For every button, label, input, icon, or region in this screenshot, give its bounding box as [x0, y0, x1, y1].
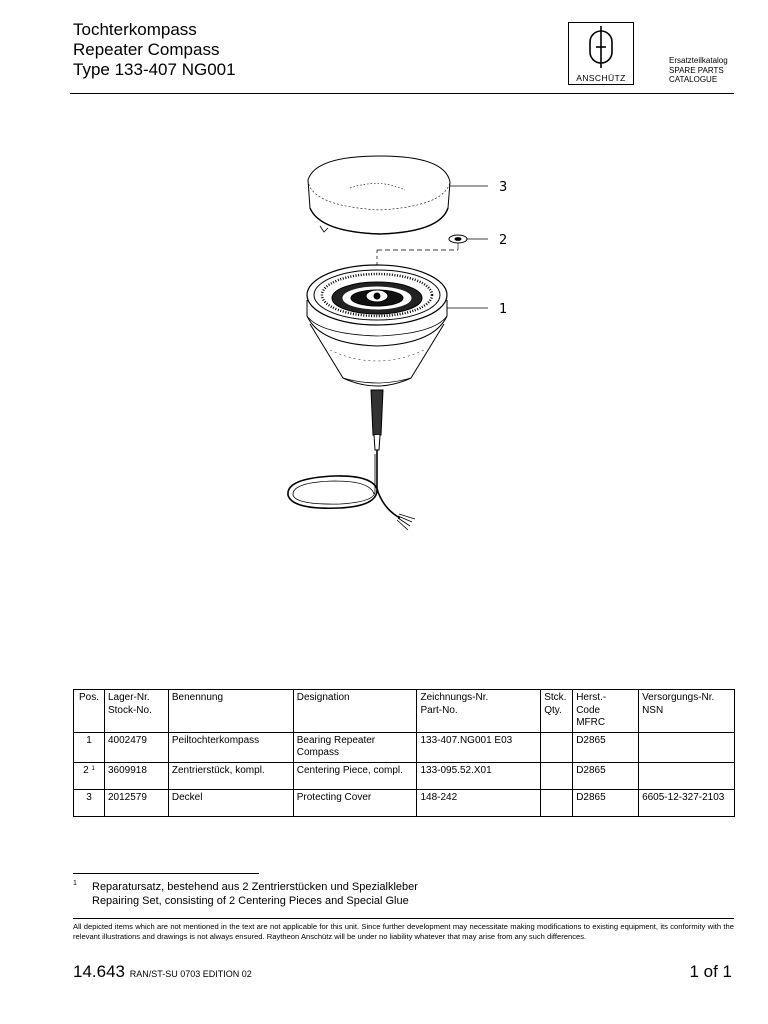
- cell-designation: Centering Piece, compl.: [293, 762, 417, 789]
- anschutz-logo: [568, 22, 634, 85]
- footnote-german: Reparatursatz, bestehend aus 2 Zentrierstücken und Spezialkleber: [92, 881, 418, 893]
- catalogue-label-english-1: SPARE PARTS: [669, 65, 724, 75]
- cell-part-no: 133-095.52.X01: [417, 762, 541, 789]
- header-nsn: Versorgungs-Nr. NSN: [639, 690, 735, 733]
- cell-stock-no: 2012579: [104, 789, 168, 816]
- anschutz-emblem-icon: [569, 23, 633, 73]
- repeater-compass-drawing: [240, 150, 540, 540]
- cell-pos: 3: [74, 789, 105, 816]
- header-designation: Designation: [293, 690, 417, 733]
- cell-nsn: 6605-12-327-2103: [639, 789, 735, 816]
- footnote-reference: 1: [91, 765, 95, 772]
- title-german: Tochterkompass: [73, 20, 197, 39]
- cell-stock-no: 4002479: [104, 732, 168, 762]
- cell-stock-no: 3609918: [104, 762, 168, 789]
- cell-qty: [541, 732, 573, 762]
- footnote-text: [92, 881, 692, 908]
- cell-benennung: Zentrierstück, kompl.: [168, 762, 293, 789]
- cell-mfrc: D2865: [573, 762, 639, 789]
- catalogue-label-german: Ersatzteilkatalog: [669, 56, 728, 65]
- parts-table: [73, 689, 735, 817]
- header-benennung: Benennung: [168, 690, 293, 733]
- callout-1: 1: [499, 302, 508, 317]
- document-number-value: 14.643: [73, 962, 125, 981]
- cell-mfrc: D2865: [573, 732, 639, 762]
- title-type: Type 133-407 NG001: [73, 60, 236, 79]
- footnote-mark: 1: [73, 880, 77, 887]
- cell-part-no: 148-242: [417, 789, 541, 816]
- footnote-divider: [73, 873, 259, 874]
- table-row: [74, 762, 735, 789]
- callout-3: 3: [499, 180, 508, 195]
- disclaimer-text: All depicted items which are not mentioned in the text are not applicable for this unit. Since further development may necessitate making modifications to existing equipment, its conformity with the relevant illustrations and drawings is not always ensured. Raytheon Anschütz will be under no liability whatever that may arise from any such differences.: [73, 922, 734, 941]
- page-number: 1 of 1: [689, 962, 732, 981]
- header-qty: Stck. Qty.: [541, 690, 573, 733]
- document-number: [73, 962, 252, 984]
- document-title: [73, 20, 393, 80]
- edition-label: RAN/ST-SU 0703 EDITION 02: [129, 969, 252, 979]
- cell-benennung: Deckel: [168, 789, 293, 816]
- header-stock-no: Lager-Nr. Stock-No.: [104, 690, 168, 733]
- cell-part-no: 133-407.NG001 E03: [417, 732, 541, 762]
- cell-designation: Bearing Repeater Compass: [293, 732, 417, 762]
- cell-mfrc: D2865: [573, 789, 639, 816]
- catalogue-label-english-2: CATALOGUE: [669, 75, 718, 84]
- cell-pos: 1: [74, 732, 105, 762]
- footnote-english: Repairing Set, consisting of 2 Centering Pieces and Special Glue: [92, 894, 409, 907]
- callout-2: 2: [499, 233, 508, 248]
- header-divider: [70, 93, 734, 94]
- cell-nsn: [639, 762, 735, 789]
- logo-text: ANSCHÜTZ: [576, 73, 626, 83]
- header-mfrc: Herst.- Code MFRC: [573, 690, 639, 733]
- footer-divider: [73, 918, 734, 919]
- bearing-repeater-compass-drawing: [288, 265, 488, 530]
- table-row: [74, 732, 735, 762]
- cell-benennung: Peiltochterkompass: [168, 732, 293, 762]
- title-english: Repeater Compass: [73, 40, 220, 59]
- catalogue-label: [669, 56, 749, 85]
- cell-nsn: [639, 732, 735, 762]
- table-row: [74, 789, 735, 816]
- protecting-cover-drawing: [308, 156, 488, 234]
- table-header-row: [74, 690, 735, 733]
- cell-qty: [541, 762, 573, 789]
- cell-pos: 2 $^1$: [74, 762, 105, 789]
- header-part-no: Zeichnungs-Nr. Part-No.: [417, 690, 541, 733]
- header-pos: Pos.: [74, 690, 105, 733]
- cell-designation: Protecting Cover: [293, 789, 417, 816]
- cell-qty: [541, 789, 573, 816]
